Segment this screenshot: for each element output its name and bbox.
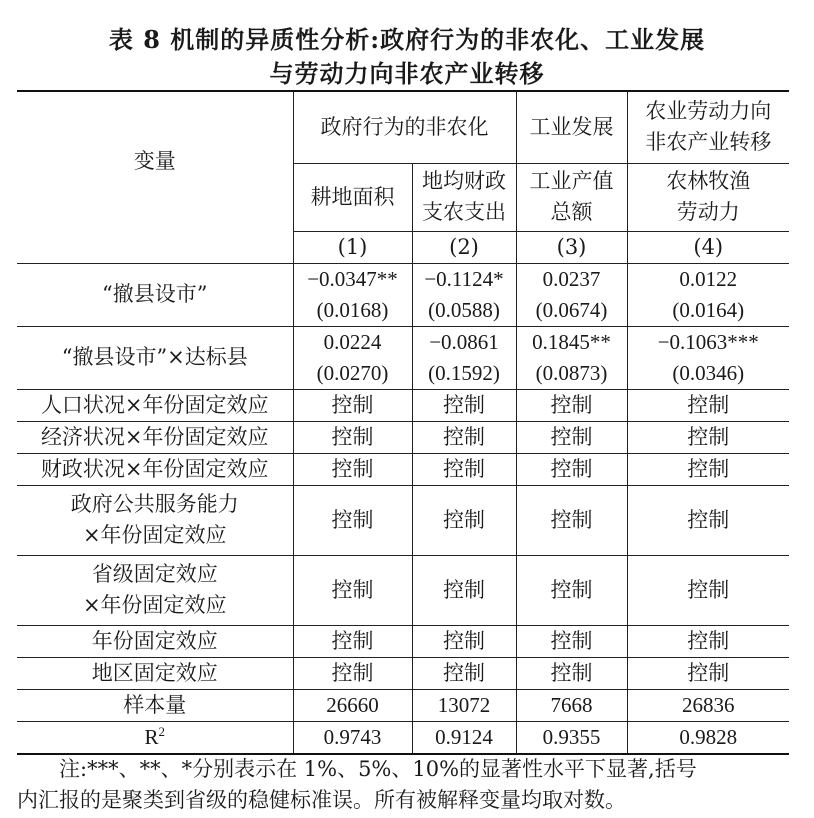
- control-cell: 控制: [627, 625, 789, 657]
- control-cell: 控制: [412, 625, 516, 657]
- coef-cell: [516, 326, 627, 389]
- row-label: 经济状况×年份固定效应: [17, 421, 293, 453]
- col-number-3: (3): [516, 231, 627, 263]
- col-header-4: [627, 163, 789, 231]
- table-row: [17, 555, 789, 625]
- coef-cell: [516, 263, 627, 326]
- r-squared-letter: R: [144, 724, 159, 749]
- row-label-line1: 政府公共服务能力: [70, 492, 239, 516]
- col-number-4: (4): [627, 231, 789, 263]
- coefficient: 0.0122: [679, 266, 738, 291]
- control-cell: 控制: [627, 485, 789, 555]
- control-cell: 控制: [627, 421, 789, 453]
- sample-size: 13072: [412, 689, 516, 721]
- sample-size: 26660: [293, 689, 412, 721]
- header-row-numbers: [17, 231, 789, 263]
- control-cell: 控制: [412, 389, 516, 421]
- group-header-labor: [627, 91, 789, 163]
- control-cell: 控制: [516, 453, 627, 485]
- row-label: “撤县设市”×达标县: [17, 326, 293, 389]
- table-row: [17, 421, 789, 453]
- row-label: 样本量: [17, 689, 293, 721]
- row-label: 人口状况×年份固定效应: [17, 389, 293, 421]
- col-header-4-line2: 劳动力: [676, 200, 740, 224]
- row-label: 财政状况×年份固定效应: [17, 453, 293, 485]
- control-cell: 控制: [412, 555, 516, 625]
- row-label: 年份固定效应: [17, 625, 293, 657]
- control-cell: 控制: [516, 657, 627, 689]
- control-cell: 控制: [516, 421, 627, 453]
- coef-cell: [412, 326, 516, 389]
- table-row: [17, 263, 789, 326]
- group-header-industry: 工业发展: [516, 91, 627, 163]
- control-cell: 控制: [293, 485, 412, 555]
- header-row-groups: [17, 91, 789, 163]
- table-note-line1: 注:***、**、*分别表示在 1%、5%、10%的显著性水平下显著,括号: [59, 757, 697, 781]
- coefficient: −0.1124*: [424, 266, 504, 291]
- r-squared: 0.9743: [293, 721, 412, 754]
- sample-size: 26836: [627, 689, 789, 721]
- control-cell: 控制: [627, 555, 789, 625]
- coefficient: −0.1063***: [657, 329, 759, 354]
- row-label: [17, 485, 293, 555]
- col-header-2-line1: 地均财政: [422, 169, 506, 193]
- row-label-line2: ×年份固定效应: [82, 523, 227, 547]
- table-row: [17, 485, 789, 555]
- control-cell: 控制: [516, 485, 627, 555]
- control-cell: 控制: [293, 657, 412, 689]
- coef-cell: [293, 263, 412, 326]
- col-header-3-line1: 工业产值: [529, 169, 614, 193]
- std-error: (0.0588): [428, 297, 500, 322]
- control-cell: 控制: [293, 389, 412, 421]
- col-header-2-line2: 支农支出: [422, 200, 506, 224]
- control-cell: 控制: [516, 555, 627, 625]
- table-row: [17, 326, 789, 389]
- std-error: (0.0168): [316, 297, 389, 322]
- coefficient: −0.0347**: [307, 266, 398, 291]
- coefficient: −0.0861: [429, 329, 499, 354]
- group-header-gov: 政府行为的非农化: [293, 91, 516, 163]
- r-squared: 0.9828: [627, 721, 789, 754]
- row-label-r-squared: [17, 721, 293, 754]
- group-header-labor-line2: 非农产业转移: [645, 130, 772, 155]
- col-header-3: [516, 163, 627, 231]
- control-cell: 控制: [412, 485, 516, 555]
- row-label-line1: 省级固定效应: [91, 562, 218, 586]
- std-error: (0.1592): [428, 360, 500, 385]
- table-note-line2: 内汇报的是聚类到省级的稳健标准误。所有被解释变量均取对数。: [17, 788, 626, 812]
- col-number-1: (1): [293, 231, 412, 263]
- control-cell: 控制: [293, 421, 412, 453]
- blank-cell: [17, 231, 293, 263]
- coef-cell: [412, 263, 516, 326]
- table-title-line2: 与劳动力向非农产业转移: [269, 59, 545, 88]
- control-cell: 控制: [516, 389, 627, 421]
- control-cell: 控制: [627, 389, 789, 421]
- variable-header: 变量: [17, 91, 293, 231]
- r-squared: 0.9124: [412, 721, 516, 754]
- col-header-3-line2: 总额: [550, 200, 593, 224]
- table-row: [17, 453, 789, 485]
- table-row: [17, 389, 789, 421]
- row-label: [17, 555, 293, 625]
- table-title-line1: 表 8 机制的异质性分析:政府行为的非农化、工业发展: [108, 25, 706, 54]
- std-error: (0.0164): [672, 297, 745, 322]
- coefficient: 0.0224: [323, 329, 382, 354]
- control-cell: 控制: [412, 453, 516, 485]
- table-row: [17, 657, 789, 689]
- coefficient: 0.1845**: [532, 329, 611, 354]
- std-error: (0.0346): [672, 360, 745, 385]
- group-header-labor-line1: 农业劳动力向: [645, 99, 772, 124]
- table-row: [17, 625, 789, 657]
- r-squared: 0.9355: [516, 721, 627, 754]
- regression-table: [17, 90, 789, 755]
- coef-cell: [293, 326, 412, 389]
- row-label: “撤县设市”: [17, 263, 293, 326]
- control-cell: 控制: [627, 657, 789, 689]
- control-cell: 控制: [293, 625, 412, 657]
- table-row: [17, 721, 789, 754]
- control-cell: 控制: [627, 453, 789, 485]
- col-header-4-line1: 农林牧渔: [666, 169, 751, 193]
- control-cell: 控制: [293, 555, 412, 625]
- control-cell: 控制: [412, 421, 516, 453]
- table-note: [17, 754, 789, 816]
- col-header-1: 耕地面积: [293, 163, 412, 231]
- row-label-line2: ×年份固定效应: [82, 593, 227, 617]
- sample-size: 7668: [516, 689, 627, 721]
- std-error: (0.0270): [316, 360, 389, 385]
- col-number-2: (2): [412, 231, 516, 263]
- control-cell: 控制: [412, 657, 516, 689]
- coefficient: 0.0237: [542, 266, 601, 291]
- table-row: [17, 689, 789, 721]
- std-error: (0.0674): [535, 297, 608, 322]
- row-label: 地区固定效应: [17, 657, 293, 689]
- r-squared-superscript: 2: [158, 723, 165, 739]
- col-header-2: [412, 163, 516, 231]
- coef-cell: [627, 263, 789, 326]
- control-cell: 控制: [516, 625, 627, 657]
- control-cell: 控制: [293, 453, 412, 485]
- coef-cell: [627, 326, 789, 389]
- std-error: (0.0873): [535, 360, 608, 385]
